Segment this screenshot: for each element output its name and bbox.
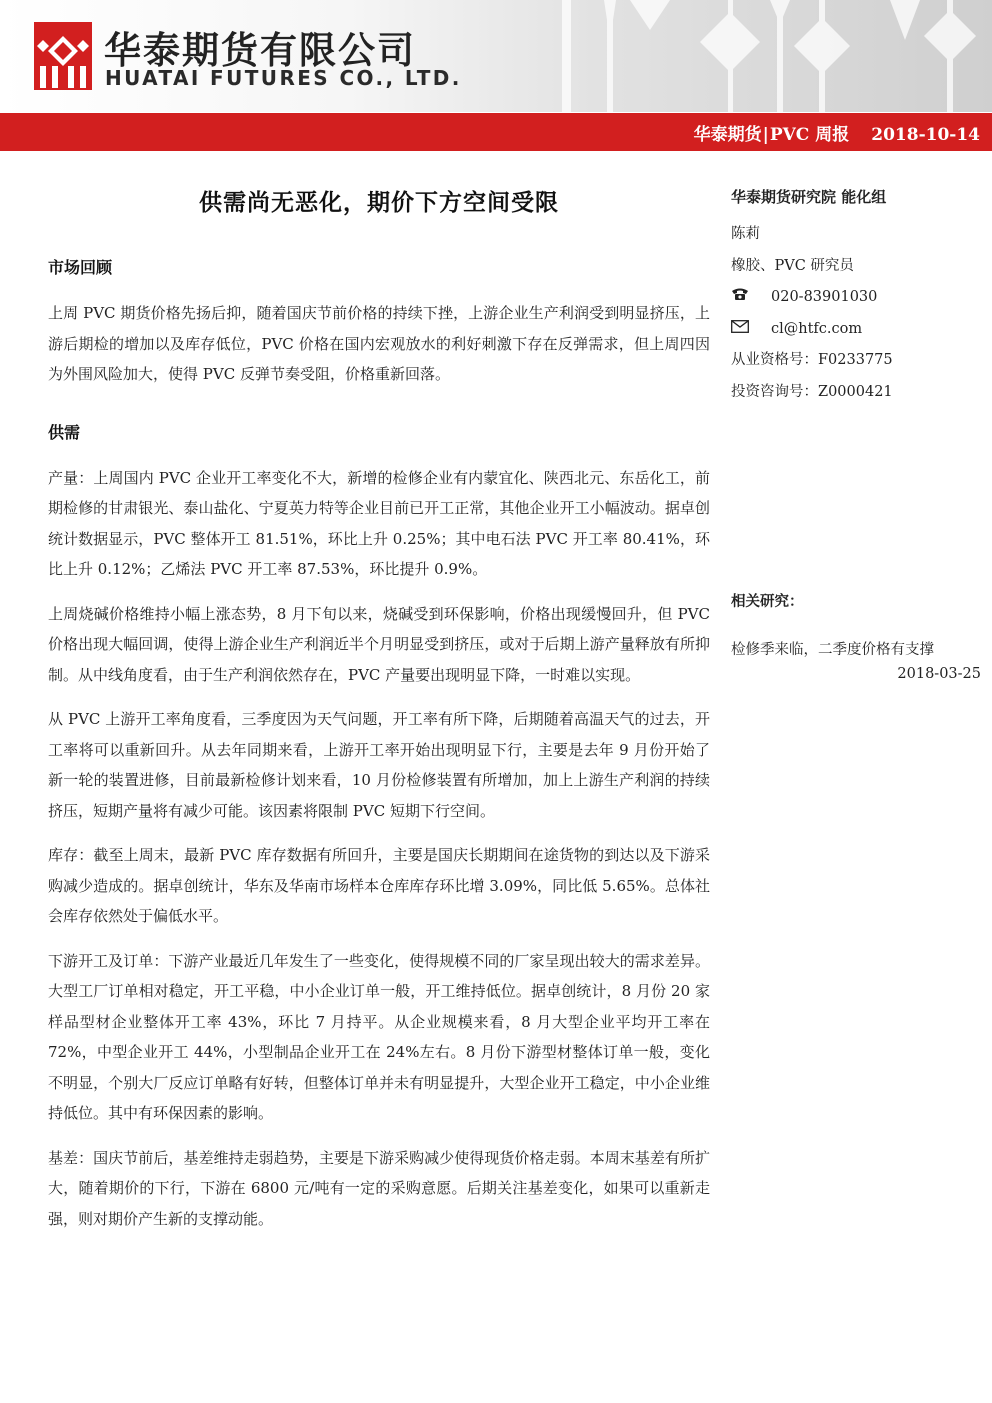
email-address[interactable]: cl@htfc.com	[771, 320, 863, 337]
paragraph: 从 PVC 上游开工率角度看，三季度因为天气问题，开工率有所下降，后期随着高温天气的过去，开工率将可以重新回升。从去年同期来看，上游开工率开始出现明显下行，主要是去年 9 月份开始了新一轮的装置进修，目前最新检修计划来看，10 月份检修装置有所增加，加上上游生产利润的持续挤压，短期产量将有减少可能。该因素将限制 PVC 短期下行空间。	[48, 710, 710, 820]
section-heading-supply-demand: 供需	[48, 422, 81, 442]
main-content	[48, 172, 710, 1248]
author-sidebar	[731, 186, 981, 682]
paragraph: 库存：截至上周末，最新 PVC 库存数据有所回升，主要是国庆长期期间在途货物的到达以及下游采购减少造成的。据卓创统计，华东及华南市场样本仓库库存环比增 3.09%，同比低 5.65%。总体社会库存依然处于偏低水平。	[48, 846, 710, 925]
company-logo-icon	[34, 22, 92, 90]
related-research-date: 2018-03-25	[897, 666, 981, 682]
paragraph: 上周 PVC 期货价格先扬后抑，随着国庆节前价格的持续下挫，上游企业生产利润受到明显挤压，上游后期检的增加以及库存低位，PVC 价格在国内宏观放水的利好刺激下存在反弹需求，但上周四因为外围风险加大，使得 PVC 反弹节奏受阻，价格重新回落。	[48, 304, 710, 383]
phone-line	[731, 282, 981, 314]
related-research-label: 相关研究：	[731, 593, 804, 610]
report-type: PVC 周报	[769, 125, 850, 145]
qualification-number: 从业资格号：F0233775	[731, 352, 893, 368]
paragraph: 上周烧碱价格维持小幅上涨态势，8 月下旬以来，烧碱受到环保影响，价格出现缓慢回升，但 PVC 价格出现大幅回调，使得上游企业生产利润近半个月明显受到挤压，或对于后期上游产量释放有所抑制。从中线角度看，由于生产利润依然存在，PVC 产量要出现明显下降，一时难以实现。	[48, 604, 710, 684]
section-heading-market-review: 市场回顾	[48, 258, 113, 277]
related-research-link[interactable]: 检修季来临，二季度价格有支撑	[731, 642, 934, 658]
report-info-bar	[0, 113, 992, 151]
paragraph: 基差：国庆节前后，基差维持走弱趋势，主要是下游采购减少使得现货价格走弱。本周末基差有所扩大，随着期价的下行，下游在 6800 元/吨有一定的采购意愿。后期关注基差变化，如果可以重新走强，则对期价产生新的支撑动能。	[48, 1148, 710, 1228]
envelope-icon	[731, 314, 771, 346]
company-name-cn: 华泰期货有限公司	[104, 29, 416, 72]
email-line	[731, 314, 981, 346]
department: 华泰期货研究院 能化组	[731, 188, 887, 206]
document-title: 供需尚无恶化，期价下方空间受限	[199, 189, 559, 216]
separator: |	[762, 125, 769, 145]
consulting-number: 投资咨询号：Z0000421	[731, 383, 893, 400]
brand-name: 华泰期货	[693, 125, 762, 145]
paragraph: 产量：上周国内 PVC 企业开工率变化不大，新增的检修企业有内蒙宜化、陕西北元、东岳化工，前期检修的甘肃银光、泰山盐化、宁夏英力特等企业目前已开工正常，其他企业开工小幅波动。据卓创统计数据显示，PVC 整体开工 81.51%，环比上升 0.25%；其中电石法 PVC 开工率 80.41%，环比上升 0.12%；乙烯法 PVC 开工率 87.53%，环比提升 0.9%。	[48, 468, 710, 578]
phone-icon	[731, 282, 771, 314]
decorative-diamond-graphic	[560, 0, 992, 112]
analyst-role: 橡胶、PVC 研究员	[731, 257, 854, 274]
header-banner	[0, 0, 992, 112]
company-name-en: HUATAI FUTURES CO., LTD.	[105, 66, 462, 90]
report-info	[694, 120, 980, 145]
report-date: 2018-10-14	[871, 125, 980, 145]
paragraph: 下游开工及订单：下游产业最近几年发生了一些变化，使得规模不同的厂家呈现出较大的需求差异。大型工厂订单相对稳定，开工平稳，中小企业订单一般，开工维持低位。据卓创统计，8 月份 20 家样品型材企业整体开工率 43%，环比 7 月持平。从企业规模来看，8 月大型企业平均开工率在 72%，中型企业开工 44%，小型制品企业开工在 24%左右。8 月份下游型材整体订单一般，变化不明显，个别大厂反应订单略有好转，但整体订单并未有明显提升，大型企业开工稳定，中小企业维持低位。其中有环保因素的影响。	[48, 951, 710, 1122]
analyst-name: 陈莉	[731, 226, 760, 242]
phone-number: 020-83901030	[771, 289, 878, 305]
